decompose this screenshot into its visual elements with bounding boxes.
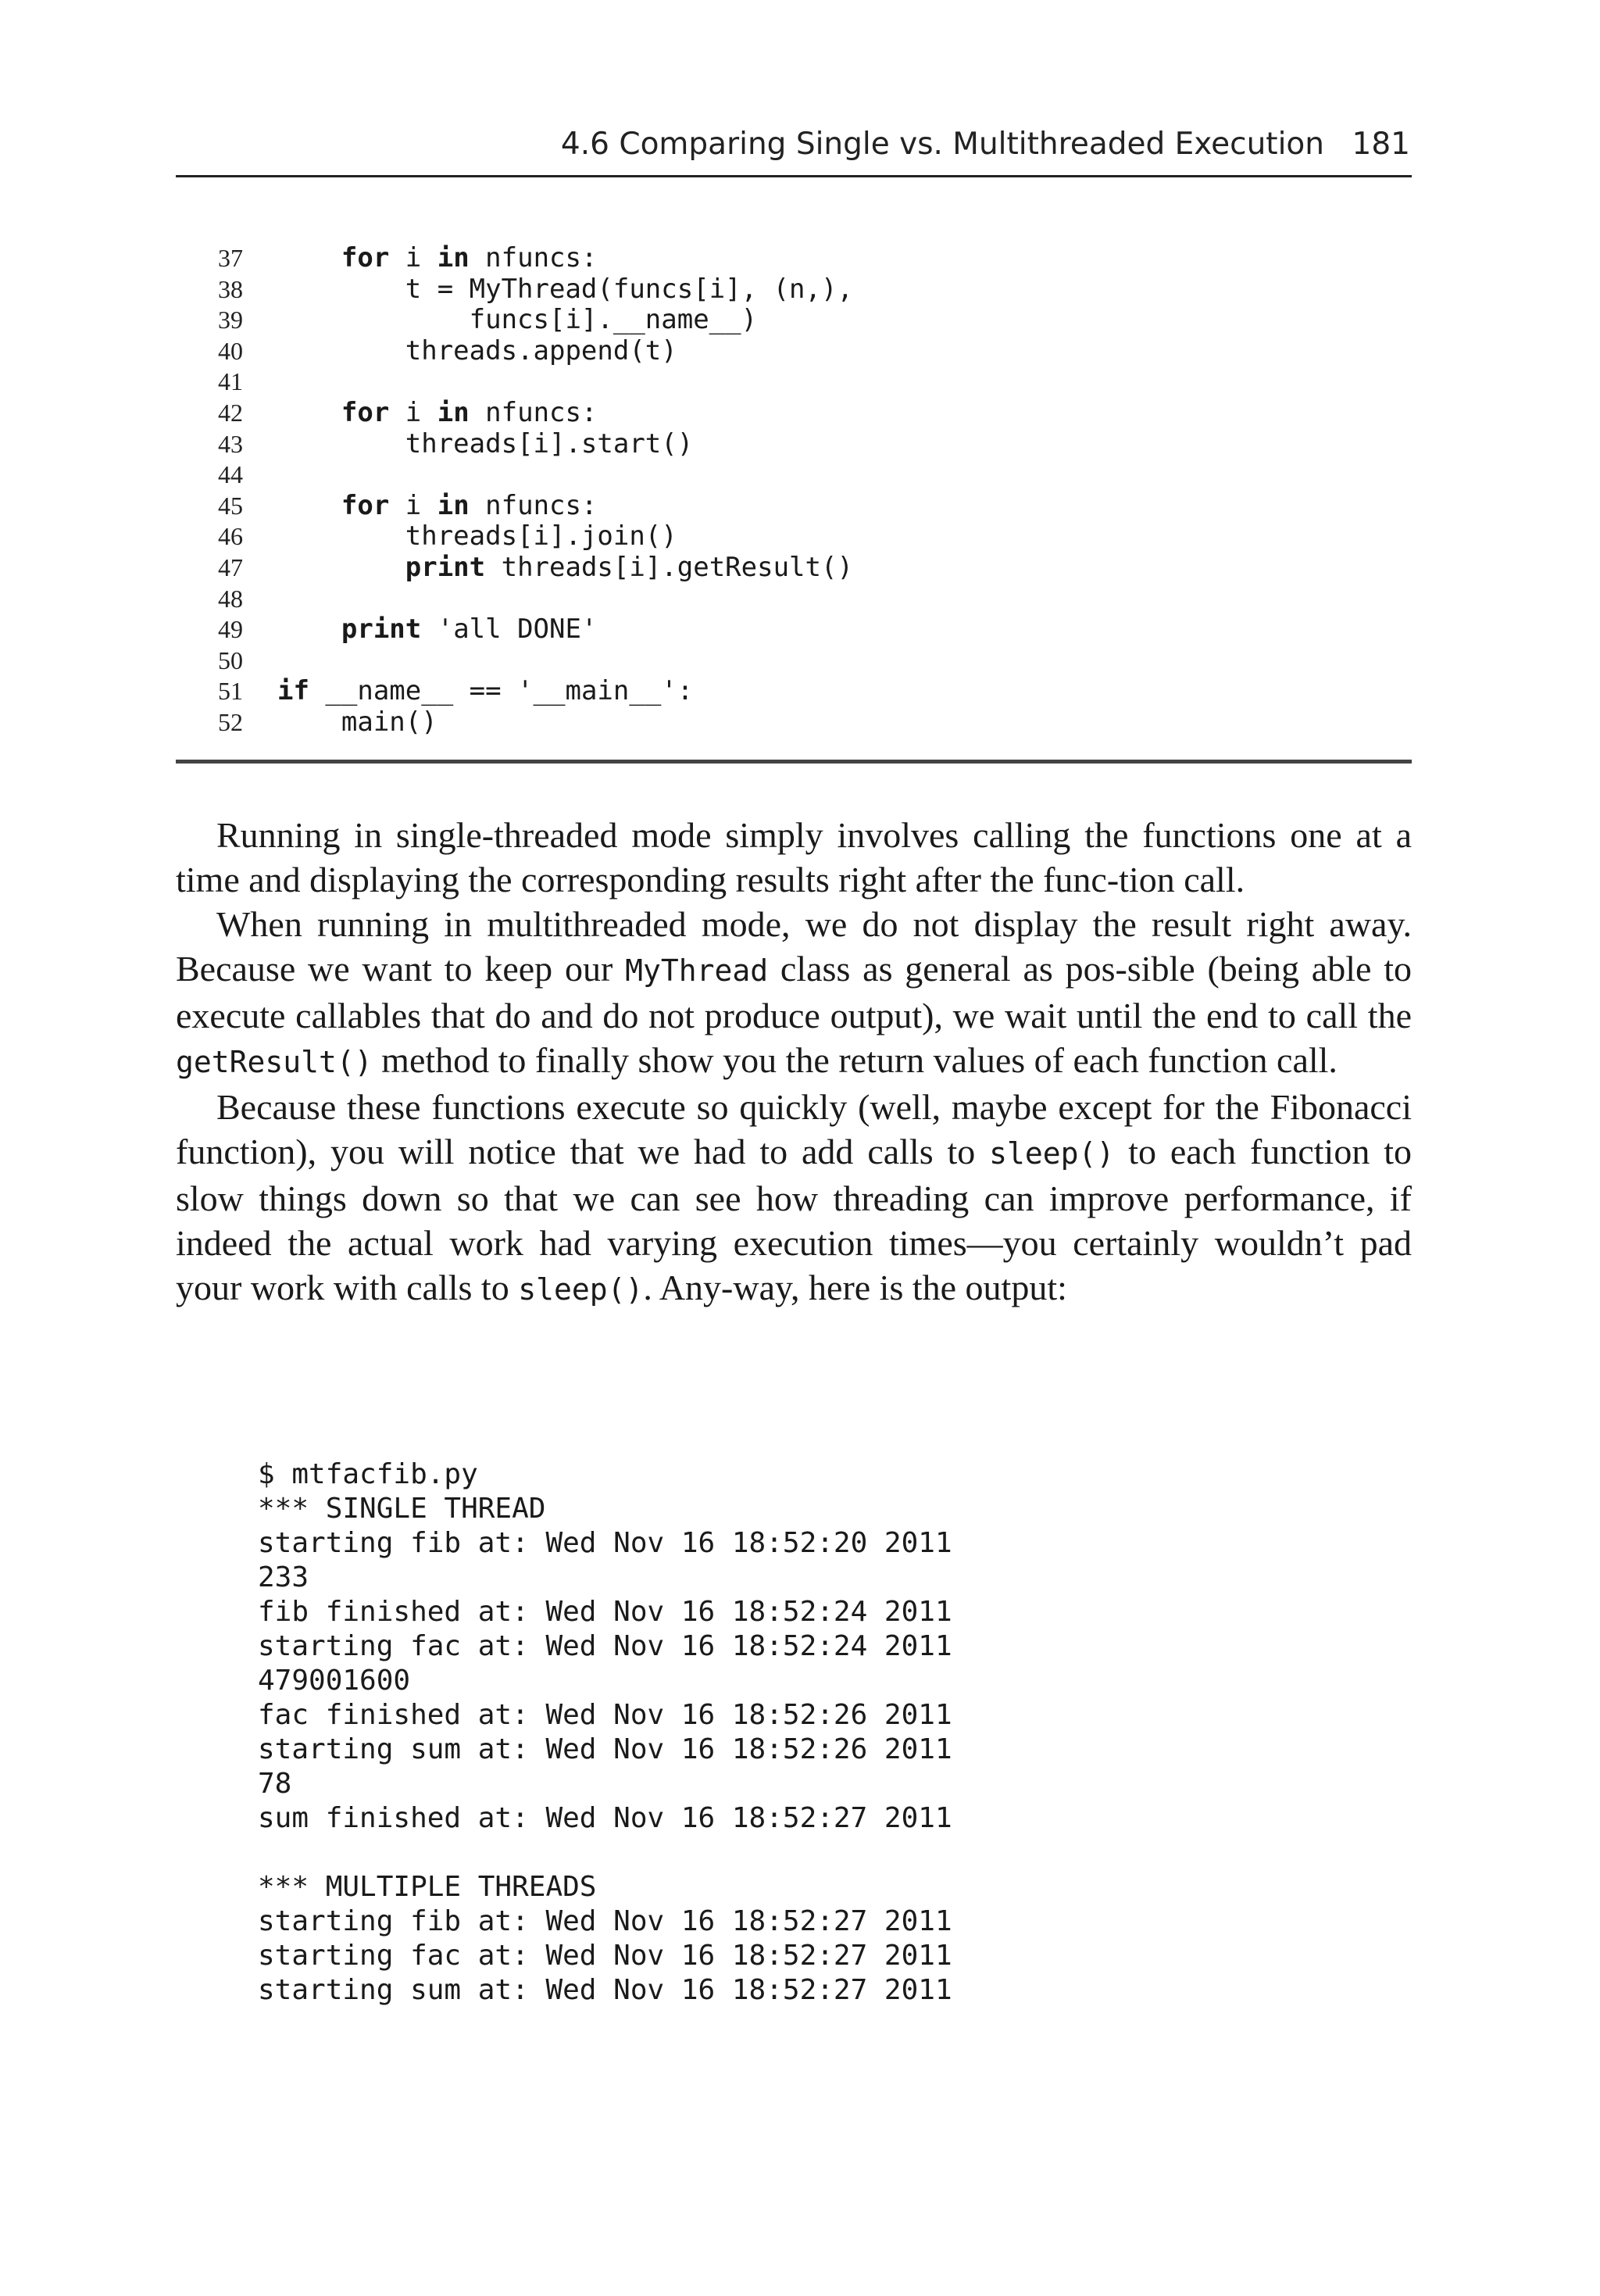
- code-line: [176, 706, 1412, 738]
- code-token: __name__ == '__main__':: [309, 675, 694, 707]
- code-indent: [277, 397, 341, 428]
- code-line: [176, 583, 1412, 614]
- line-number: 42: [218, 399, 243, 427]
- code-indent: [277, 335, 405, 367]
- code-keyword: print: [341, 613, 422, 646]
- output-line: starting sum at: Wed Nov 16 18:52:27 2011: [258, 1974, 952, 2006]
- code-line: [176, 552, 1412, 583]
- code-token: threads[i].start(): [405, 427, 694, 460]
- line-number: 48: [218, 584, 243, 613]
- line-number: 47: [218, 553, 243, 581]
- code-keyword: in: [437, 242, 470, 274]
- code-keyword: in: [437, 489, 470, 521]
- code-indent: [277, 242, 341, 274]
- code-line: [176, 490, 1412, 521]
- code-keyword: if: [277, 675, 309, 707]
- code-text: [277, 335, 677, 367]
- line-number: 50: [218, 646, 243, 674]
- code-text: [277, 274, 853, 305]
- code-keyword: for: [341, 397, 390, 428]
- output-line: starting fac at: Wed Nov 16 18:52:24 2011: [258, 1630, 952, 1662]
- code-token: threads[i].getResult(): [485, 552, 853, 583]
- code-text: [277, 613, 597, 645]
- code-token: i: [389, 242, 438, 274]
- code-token: i: [389, 397, 438, 428]
- line-number: 41: [218, 367, 243, 396]
- line-number: 44: [218, 460, 243, 489]
- code-token: 'all DONE': [421, 613, 598, 646]
- code-indent: [277, 490, 341, 521]
- output-line: *** SINGLE THREAD: [258, 1493, 546, 1525]
- line-number: 43: [218, 429, 243, 458]
- paragraph-text: method to finally show you the return values of each function call.: [372, 1040, 1338, 1080]
- inline-code: getResult(): [176, 1045, 373, 1079]
- code-indent: [277, 706, 341, 738]
- body-text: [176, 813, 1412, 1312]
- page-number: 181: [1352, 127, 1410, 162]
- code-line: [176, 459, 1412, 490]
- line-number: 51: [218, 677, 243, 706]
- code-text: [277, 490, 597, 521]
- inline-code: sleep(): [518, 1272, 644, 1307]
- code-text: [277, 304, 757, 335]
- code-line: [176, 242, 1412, 274]
- code-token: threads[i].join(): [405, 520, 677, 553]
- code-listing: [176, 242, 1412, 764]
- code-text: [277, 552, 853, 583]
- code-indent: [277, 613, 341, 645]
- paragraph-text: Running in single-threaded mode simply involves calling the functions one at a time and displaying the corresponding results right after the func-tion call.: [176, 815, 1412, 899]
- code-indent: [277, 304, 470, 335]
- code-token: t = MyThread(funcs[i], (n,),: [405, 273, 853, 305]
- inline-code: MyThread: [625, 953, 769, 988]
- code-line: [176, 304, 1412, 335]
- code-line: [176, 274, 1412, 305]
- code-indent: [277, 520, 405, 552]
- paragraph-text: to each function to slow things down so that we can see how threading can improve performance, if indeed the actual work had varying execution times—you certainly wouldn’t pad your work with calls to: [176, 1132, 1412, 1307]
- code-line: [176, 397, 1412, 428]
- code-text: [277, 397, 597, 428]
- code-keyword: print: [405, 552, 486, 583]
- code-text: [277, 520, 677, 552]
- code-line: [176, 428, 1412, 460]
- code-keyword: for: [341, 489, 390, 521]
- output-line: starting fac at: Wed Nov 16 18:52:27 2011: [258, 1940, 952, 1972]
- output-line: 233: [258, 1561, 309, 1593]
- code-text: [277, 242, 597, 274]
- code-line: [176, 335, 1412, 367]
- line-number: 46: [218, 522, 243, 551]
- code-line: [176, 366, 1412, 397]
- code-text: [277, 428, 693, 460]
- code-line: [176, 613, 1412, 645]
- code-indent: [277, 274, 405, 305]
- line-number: 49: [218, 615, 243, 644]
- code-text: [277, 706, 438, 738]
- running-header: [176, 120, 1412, 177]
- line-number: 45: [218, 491, 243, 520]
- line-number: 39: [218, 306, 243, 334]
- code-keyword: in: [437, 397, 470, 428]
- paragraph: [176, 1085, 1412, 1312]
- code-line: [176, 675, 1412, 706]
- output-line: fac finished at: Wed Nov 16 18:52:26 2011: [258, 1699, 952, 1731]
- line-number: 40: [218, 336, 243, 365]
- output-line: *** MULTIPLE THREADS: [258, 1871, 597, 1903]
- code-token: nfuncs:: [469, 489, 598, 521]
- output-line: fib finished at: Wed Nov 16 18:52:24 2011: [258, 1596, 952, 1628]
- code-token: threads.append(t): [405, 334, 677, 367]
- output-line: [258, 1836, 952, 1870]
- terminal-output: [258, 1457, 952, 2008]
- paragraph-text: class as general as pos-sible (being able to execute callables that do and do not produce output), we wait until the end to call the: [176, 949, 1412, 1035]
- paragraph: [176, 813, 1412, 902]
- code-line: [176, 645, 1412, 676]
- line-number: 37: [218, 244, 243, 272]
- paragraph-text: Because these functions execute so quickly (well, maybe except for the Fibonacci function), you will notice that we had to add calls to: [176, 1087, 1412, 1171]
- code-line: [176, 520, 1412, 552]
- line-number: 52: [218, 708, 243, 736]
- output-line: $ mtfacfib.py: [258, 1458, 478, 1490]
- code-token: nfuncs:: [469, 397, 598, 428]
- inline-code: sleep(): [989, 1136, 1115, 1171]
- output-line: starting fib at: Wed Nov 16 18:52:27 2011: [258, 1905, 952, 1937]
- output-line: 479001600: [258, 1665, 411, 1697]
- output-line: starting sum at: Wed Nov 16 18:52:26 2011: [258, 1733, 952, 1765]
- line-number: 38: [218, 274, 243, 303]
- paragraph-text: When running in multithreaded mode, we do not display the result right away. Because we want to keep our: [176, 904, 1412, 989]
- code-indent: [277, 428, 405, 460]
- paragraph-text: . Any-way, here is the output:: [643, 1268, 1067, 1307]
- code-text: [277, 675, 693, 706]
- code-token: funcs[i].__name__): [469, 304, 758, 336]
- paragraph: [176, 902, 1412, 1085]
- code-token: nfuncs:: [469, 242, 598, 274]
- code-token: main(): [341, 706, 438, 738]
- code-keyword: for: [341, 242, 390, 274]
- code-token: i: [389, 489, 438, 521]
- code-indent: [277, 552, 405, 583]
- section-title: 4.6 Comparing Single vs. Multithreaded Execution: [560, 127, 1324, 162]
- output-line: 78: [258, 1768, 292, 1800]
- output-line: starting fib at: Wed Nov 16 18:52:20 2011: [258, 1527, 952, 1559]
- output-line: sum finished at: Wed Nov 16 18:52:27 2011: [258, 1802, 952, 1834]
